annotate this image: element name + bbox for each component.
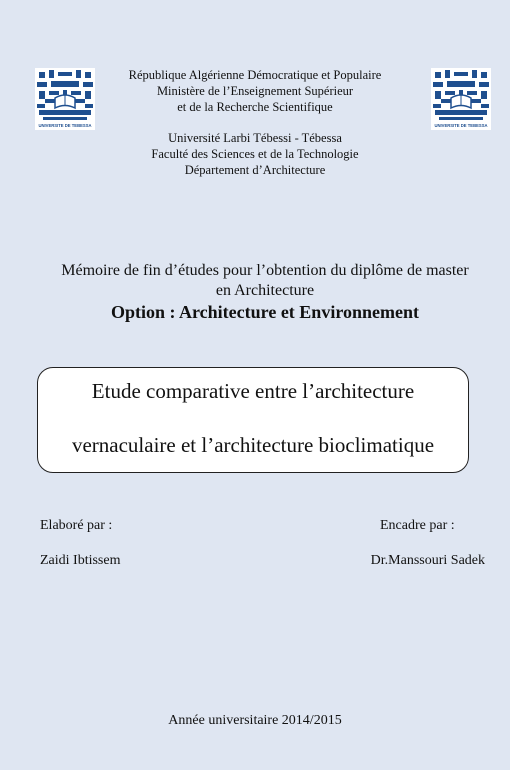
research-line: et de la Recherche Scientifique bbox=[177, 100, 333, 114]
ministry-line: Ministère de l’Enseignement Supérieur bbox=[156, 84, 354, 98]
author-name: Zaidi Ibtissem bbox=[40, 553, 121, 568]
memoire-line-2: en Architecture bbox=[215, 282, 315, 299]
department-line: Département d’Architecture bbox=[184, 163, 326, 177]
ministry-header bbox=[0, 67, 510, 115]
supervised-by-label: Encadre par : bbox=[380, 518, 455, 533]
republic-line: République Algérienne Démocratique et Populaire bbox=[128, 68, 382, 82]
university-line: Université Larbi Tébessi - Tébessa bbox=[168, 131, 342, 145]
thesis-title-line-1: Etude comparative entre l’architecture bbox=[91, 379, 415, 403]
memoire-description bbox=[20, 261, 510, 301]
university-header bbox=[0, 130, 510, 178]
logo-caption-left: UNIVERSITE DE TEBESSA bbox=[38, 123, 92, 128]
prepared-by-label: Elaboré par : bbox=[40, 518, 113, 533]
faculty-line: Faculté des Sciences et de la Technologie bbox=[151, 147, 359, 161]
thesis-title-box bbox=[37, 367, 469, 473]
memoire-line-1: Mémoire de fin d’études pour l’obtention du diplôme de master bbox=[61, 262, 469, 279]
option-heading: Option : Architecture et Environnement bbox=[111, 302, 419, 322]
thesis-title-line-2: vernaculaire et l’architecture bioclimatique bbox=[71, 433, 435, 457]
supervisor-name: Dr.Manssouri Sadek bbox=[370, 553, 485, 568]
logo-caption-right: UNIVERSITE DE TEBESSA bbox=[434, 123, 488, 128]
academic-year: Année universitaire 2014/2015 bbox=[168, 713, 342, 728]
